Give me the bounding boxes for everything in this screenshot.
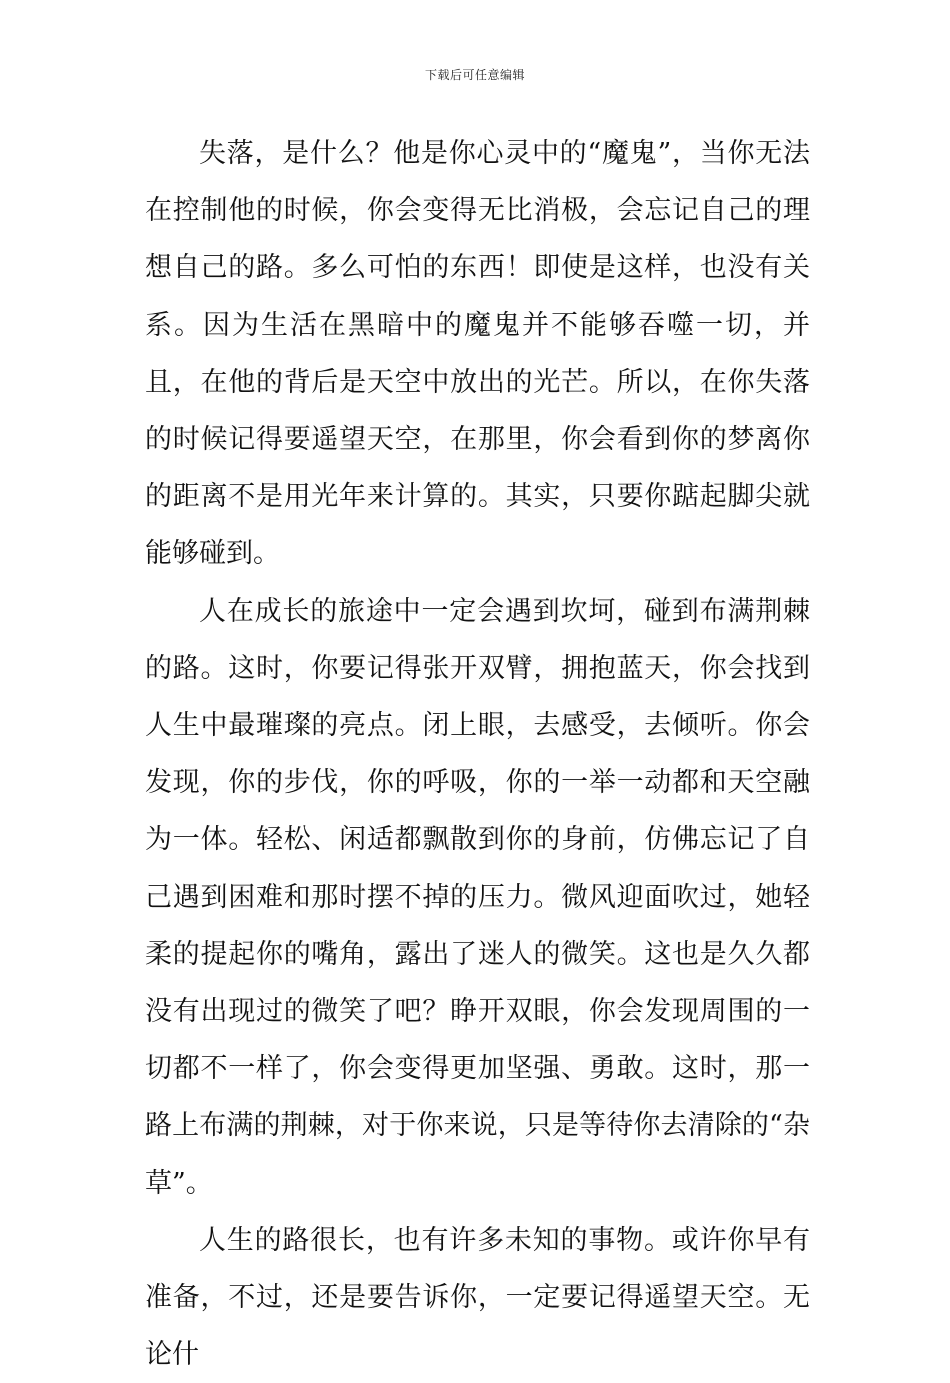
document-body (145, 125, 810, 1383)
page-header: 下载后可任意编辑 (424, 68, 525, 82)
paragraph-1: 失落，是什么？他是你心灵中的“魔鬼”，当你无法在控制他的时候，你会变得无比消极，会忘记自己的理想自己的路。多么可怕的东西！即使是这样，也没有关系。因为生活在黑暗中的魔鬼并不能够吞噬一切，并且，在他的背后是天空中放出的光芒。所以，在你失落的时候记得要遥望天空，在那里，你会看到你的梦离你的距离不是用光年来计算的。其实，只要你踮起脚尖就能够碰到。 (145, 138, 810, 570)
paragraph-3: 人生的路很长，也有许多未知的事物。或许你早有准备，不过，还是要告诉你，一定要记得遥望天空。无论什 (145, 1224, 810, 1371)
paragraph-2: 人在成长的旅途中一定会遇到坎坷，碰到布满荆棘的路。这时，你要记得张开双臂，拥抱蓝天，你会找到人生中最璀璨的亮点。闭上眼，去感受，去倾听。你会发现，你的步伐，你的呼吸，你的一举一动都和天空融为一体。轻松、闲适都飘散到你的身前，仿佛忘记了自己遇到困难和那时摆不掉的压力。微风迎面吹过，她轻柔的提起你的嘴角，露出了迷人的微笑。这也是久久都没有出现过的微笑了吧？睁开双眼，你会发现周围的一切都不一样了，你会变得更加坚强、勇敢。这时，那一路上布满的荆棘，对于你来说，只是等待你去清除的“杂草”。 (145, 595, 810, 1199)
